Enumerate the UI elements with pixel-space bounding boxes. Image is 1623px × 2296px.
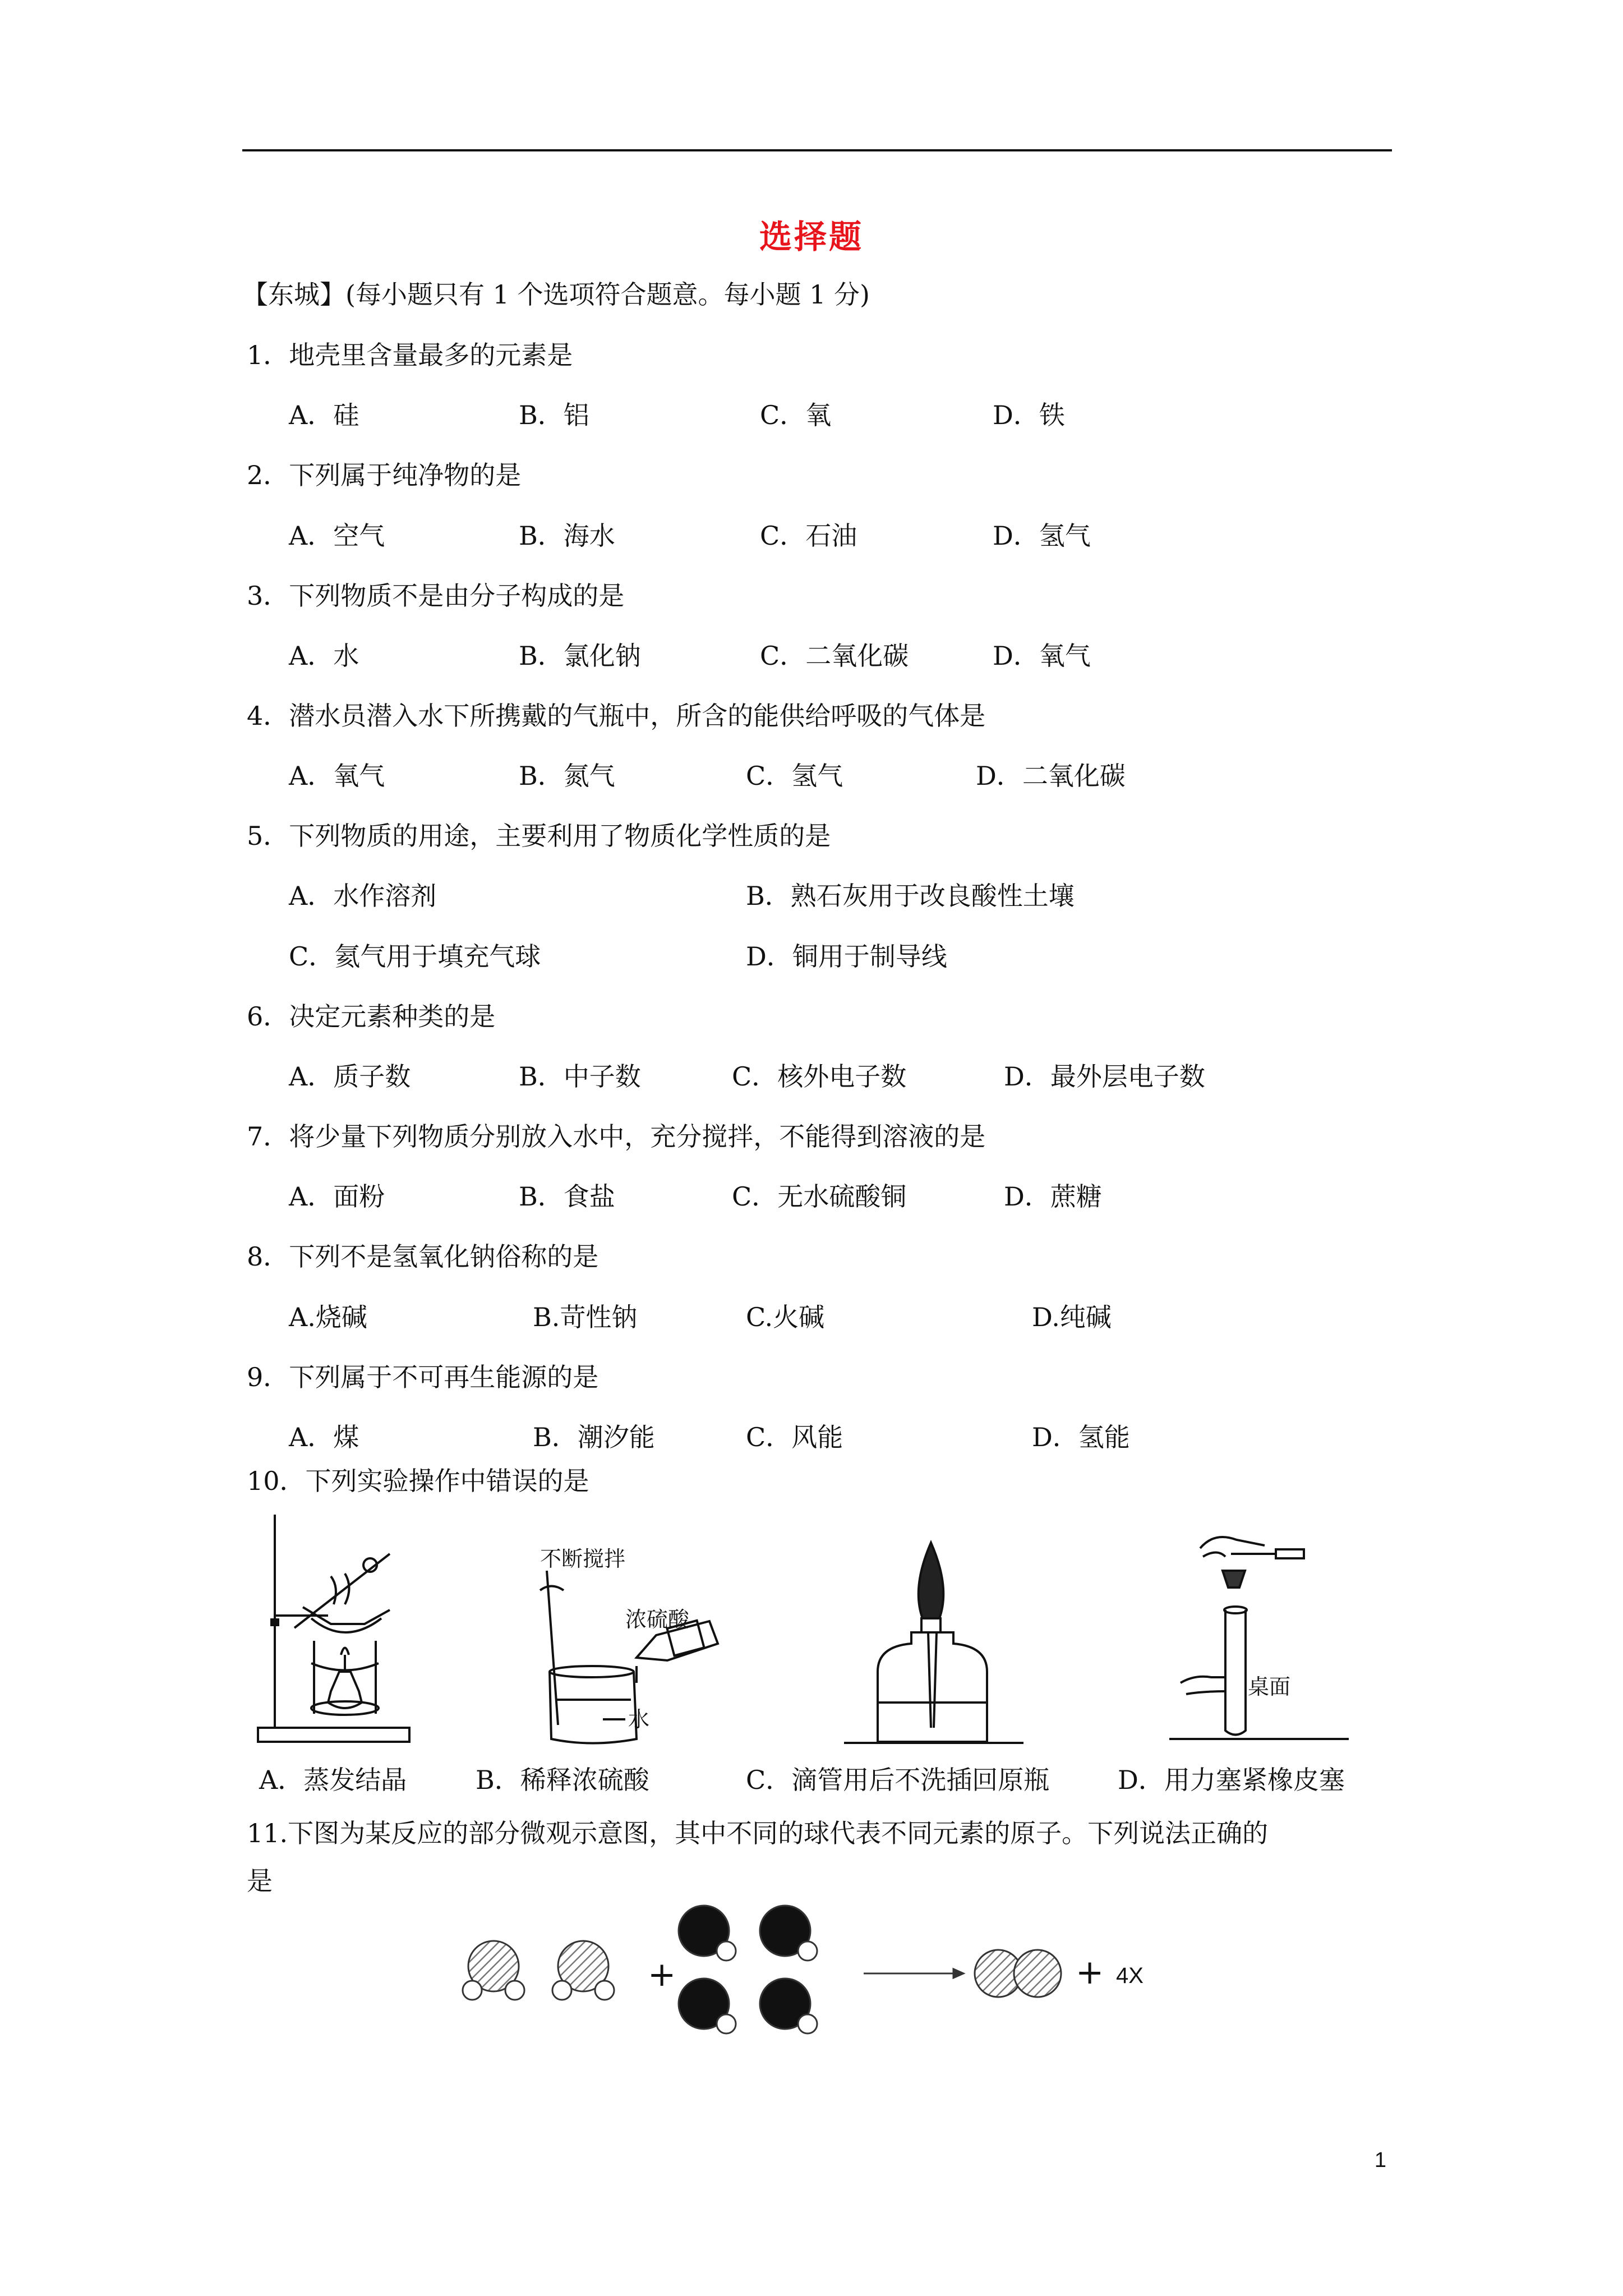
q3-option-c: C．二氧化碳	[760, 641, 909, 671]
q10-option-a: A．蒸发结晶	[259, 1765, 407, 1795]
q4-option-b: B．氮气	[519, 761, 615, 791]
question-2: 2．下列属于纯净物的是	[247, 460, 522, 490]
header-rule	[242, 149, 1392, 151]
q6-option-d: D．最外层电子数	[1004, 1061, 1205, 1092]
small-white-atom	[595, 1981, 614, 2000]
q6-option-c: C．核外电子数	[732, 1061, 907, 1092]
q7-option-c: C．无水硫酸铜	[732, 1181, 907, 1212]
question-7: 7．将少量下列物质分别放入水中，充分搅拌，不能得到溶液的是	[247, 1121, 986, 1152]
question-10: 10．下列实验操作中错误的是	[247, 1466, 589, 1496]
small-white-atom	[505, 1981, 524, 2000]
dropper-bottle-figure	[844, 1526, 1023, 1756]
q6-option-b: B．中子数	[519, 1061, 641, 1092]
product-label: 4X	[1116, 1963, 1144, 1988]
question-11-continued: 是	[247, 1866, 273, 1896]
acid-label: 浓硫酸	[625, 1607, 690, 1632]
q6-option-a: A．质子数	[289, 1061, 411, 1092]
water-label: 水	[628, 1707, 650, 1732]
q3-option-d: D．氧气	[993, 641, 1091, 671]
evaporation-figure	[247, 1503, 432, 1750]
q2-option-a: A．空气	[289, 521, 385, 551]
small-white-atom	[717, 1941, 736, 1961]
arrow-head	[953, 1969, 963, 1978]
q4-option-d: D．二氧化碳	[976, 761, 1126, 791]
small-white-atom	[717, 2014, 736, 2033]
q5-option-b: B．熟石灰用于改良酸性土壤	[746, 881, 1075, 911]
test-tube-figure	[1169, 1515, 1349, 1756]
small-white-atom	[798, 2014, 817, 2033]
q4-option-a: A．氧气	[289, 761, 385, 791]
q1-option-b: B．铝	[519, 400, 589, 430]
desk-label: 桌面	[1248, 1674, 1291, 1699]
q1-option-d: D．铁	[993, 400, 1065, 430]
q8-option-c: C.火碱	[746, 1302, 825, 1332]
q8-option-a: A.烧碱	[289, 1302, 367, 1332]
q7-option-d: D．蔗糖	[1004, 1181, 1102, 1212]
q2-option-d: D．氢气	[993, 521, 1091, 551]
page-number: 1	[1374, 2148, 1386, 2172]
q9-option-d: D．氢能	[1032, 1422, 1130, 1452]
page-title: 选择题	[759, 218, 864, 256]
q8-option-b: B.苛性钠	[533, 1302, 638, 1332]
small-white-atom	[798, 1941, 817, 1961]
question-4: 4．潜水员潜入水下所携戴的气瓶中，所含的能供给呼吸的气体是	[247, 701, 986, 731]
question-5: 5．下列物质的用途，主要利用了物质化学性质的是	[247, 821, 831, 851]
q8-option-d: D.纯碱	[1032, 1302, 1112, 1332]
q1-option-a: A．硅	[289, 400, 359, 430]
question-11: 11.下图为某反应的部分微观示意图，其中不同的球代表不同元素的原子。下列说法正确的	[247, 1818, 1269, 1848]
small-white-atom	[463, 1981, 482, 2000]
question-3: 3．下列物质不是由分子构成的是	[247, 581, 625, 611]
q5-option-a: A．水作溶剂	[289, 881, 437, 911]
dilute-acid-figure	[524, 1531, 732, 1756]
q4-option-c: C．氢气	[746, 761, 843, 791]
q9-option-a: A．煤	[289, 1422, 359, 1452]
q10-option-c: C．滴管用后不洗插回原瓶	[746, 1765, 1050, 1795]
small-white-atom	[552, 1981, 571, 2000]
stir-label: 不断搅拌	[540, 1547, 626, 1571]
plus-sign-1: +	[648, 1955, 676, 1994]
q10-option-d: D．用力塞紧橡皮塞	[1118, 1765, 1345, 1795]
q5-option-c: C．氦气用于填充气球	[289, 941, 541, 972]
question-1: 1．地壳里含量最多的元素是	[247, 340, 573, 370]
plus-sign-2: +	[1076, 1953, 1104, 1992]
section-intro: 【东城】(每小题只有 1 个选项符合题意。每小题 1 分)	[242, 279, 870, 310]
q1-option-c: C．氧	[760, 400, 832, 430]
q2-option-c: C．石油	[760, 521, 857, 551]
hatched-atom	[1014, 1950, 1061, 1997]
q2-option-b: B．海水	[519, 521, 615, 551]
q9-option-c: C．风能	[746, 1422, 843, 1452]
q10-option-b: B．稀释浓硫酸	[476, 1765, 649, 1795]
q9-option-b: B．潮汐能	[533, 1422, 655, 1452]
q7-option-a: A．面粉	[289, 1181, 385, 1212]
question-9: 9．下列属于不可再生能源的是	[247, 1362, 599, 1392]
q5-option-d: D．铜用于制导线	[746, 941, 947, 972]
question-6: 6．决定元素种类的是	[247, 1001, 496, 1032]
question-8: 8．下列不是氢氧化钠俗称的是	[247, 1241, 599, 1272]
q3-option-b: B．氯化钠	[519, 641, 641, 671]
reaction-diagram	[449, 1896, 1178, 2047]
q3-option-a: A．水	[289, 641, 359, 671]
q7-option-b: B．食盐	[519, 1181, 615, 1212]
